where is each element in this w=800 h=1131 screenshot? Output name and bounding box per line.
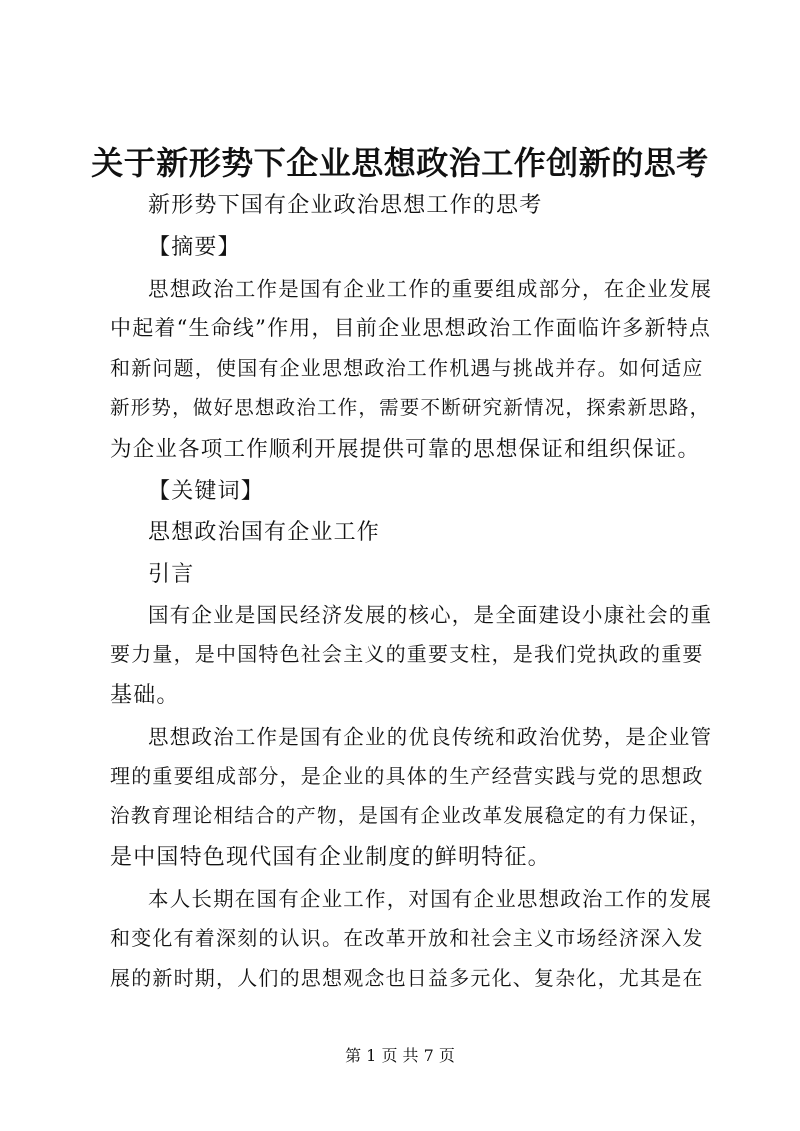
abstract-line: 中起着“生命线”作用，目前企业思想政治工作面临许多新特点 bbox=[110, 316, 712, 340]
document-title: 关于新形势下企业思想政治工作创新的思考 bbox=[91, 144, 709, 182]
abstract-line: 新形势，做好思想政治工作，需要不断研究新情况，探索新思路， bbox=[110, 396, 711, 419]
paragraph-line: 本人长期在国有企业工作，对国有企业思想政治工作的发展 bbox=[148, 887, 713, 911]
keywords-text: 思想政治国有企业工作 bbox=[148, 520, 381, 545]
paragraph-line: 基础。 bbox=[110, 683, 180, 708]
page-number-footer: 第 1 页 共 7 页 bbox=[345, 1046, 455, 1065]
paragraph-line: 理的重要组成部分，是企业的具体的生产经营实践与党的思想政 bbox=[110, 764, 704, 788]
intro-heading: 引言 bbox=[148, 562, 195, 587]
paragraph-line: 展的新时期，人们的思想观念也日益多元化、复杂化，尤其是在 bbox=[110, 966, 704, 990]
abstract-line: 思想政治工作是国有企业工作的重要组成部分，在企业发展 bbox=[148, 277, 713, 301]
paragraph-line: 思想政治工作是国有企业的优良传统和政治优势，是企业管 bbox=[148, 725, 713, 749]
subtitle: 新形势下国有企业政治思想工作的思考 bbox=[148, 193, 543, 218]
paragraph-line: 治教育理论相结合的产物，是国有企业改革发展稳定的有力保证， bbox=[110, 804, 711, 827]
abstract-line: 和新问题，使国有企业思想政治工作机遇与挑战并存。如何适应 bbox=[110, 356, 704, 380]
abstract-label: 【摘要】 bbox=[148, 235, 241, 260]
keywords-label: 【关键词】 bbox=[148, 479, 265, 504]
paragraph-line: 和变化有着深刻的认识。在改革开放和社会主义市场经济深入发 bbox=[110, 926, 704, 950]
paragraph-line: 是中国特色现代国有企业制度的鲜明特征。 bbox=[110, 845, 551, 870]
paragraph-line: 要力量，是中国特色社会主义的重要支柱，是我们党执政的重要 bbox=[110, 642, 704, 666]
abstract-line: 为企业各项工作顺利开展提供可靠的思想保证和组织保证。 bbox=[110, 437, 701, 462]
paragraph-line: 国有企业是国民经济发展的核心，是全面建设小康社会的重 bbox=[148, 603, 713, 627]
